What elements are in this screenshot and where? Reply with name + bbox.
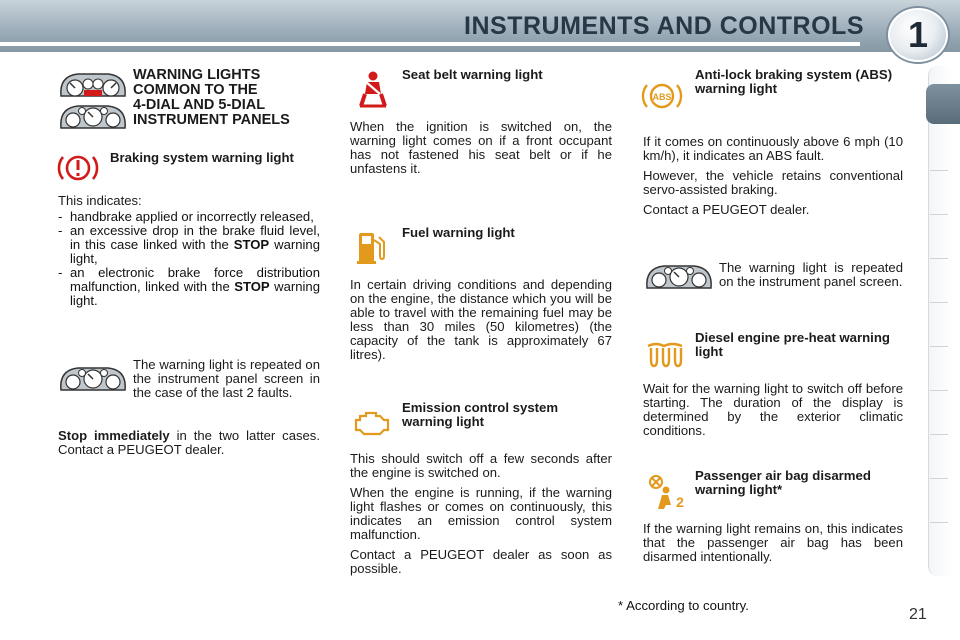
brake-warning-icon xyxy=(56,150,100,186)
braking-list xyxy=(58,210,320,308)
abs-repeated-text: The warning light is repeated on the instrument panel screen. xyxy=(719,260,903,289)
diesel-heading: Diesel engine pre-heat warning light xyxy=(695,330,890,359)
chapter-tab-active[interactable] xyxy=(926,84,960,124)
chapter-badge: 1 xyxy=(888,8,948,62)
list-item: - handbrake applied or incorrectly released, xyxy=(58,209,314,224)
emission-heading: Emission control system warning light xyxy=(402,400,559,429)
fuel-pump-icon xyxy=(356,228,386,266)
instrument-panel-4dial-icon xyxy=(58,70,128,100)
chapter-tab[interactable] xyxy=(930,390,948,391)
abs-body: If it comes on continuously above 6 mph (10 km/h), it indicates an ABS fault. However, the vehicle retains conventional servo-assisted braking. Contact a PEUGEOT dealer. xyxy=(643,134,903,217)
chapter-tab[interactable] xyxy=(930,170,948,171)
seatbelt-text: When the ignition is switched on, the warning light comes on if a front occupant has not fastened his seat belt or if he unfastens it. xyxy=(350,119,612,176)
chapter-tab[interactable] xyxy=(930,346,948,347)
seatbelt-heading: Seat belt warning light xyxy=(402,67,543,82)
instrument-panel-5dial-icon xyxy=(58,102,128,132)
chapter-tab[interactable] xyxy=(930,302,948,303)
chapter-tabs xyxy=(928,66,952,576)
header-divider xyxy=(0,42,860,46)
stop-immediately-text: Stop immediately in the two latter cases. Contact a PEUGEOT dealer. xyxy=(58,428,320,457)
chapter-tab[interactable] xyxy=(930,478,948,479)
engine-icon xyxy=(352,408,392,438)
seatbelt-icon xyxy=(356,70,390,110)
airbag-text: If the warning light remains on, this indicates that the passenger air bag has been disarmed intentionally. xyxy=(643,521,903,564)
braking-heading: Braking system warning light xyxy=(110,150,294,165)
emission-body: This should switch off a few seconds after the engine is switched on. When the engine is running, if the warning light flashes or comes on continuously, this indicates an emission control system malfunction. Contact a PEUGEOT dealer as soon as possible. xyxy=(350,451,612,576)
chapter-tab[interactable] xyxy=(930,258,948,259)
airbag-heading: Passenger air bag disarmed warning light* xyxy=(695,468,871,497)
fuel-heading: Fuel warning light xyxy=(402,225,515,240)
braking-repeated-text: The warning light is repeated on the instrument panel screen in the case of the last 2 faults. xyxy=(133,357,320,400)
chapter-tab[interactable] xyxy=(930,214,948,215)
abs-heading: Anti-lock braking system (ABS) warning light xyxy=(695,67,893,96)
fuel-text: In certain driving conditions and depending on the engine, the distance which you will be able to travel with the remaining fuel may be less than 30 miles (50 kilometres) (the capacity of the tank is approximately 67 litres). xyxy=(350,277,612,362)
chapter-tab[interactable] xyxy=(930,522,948,523)
instrument-panel-screen-icon xyxy=(644,262,714,292)
diesel-text: Wait for the warning light to switch off before starting. The duration of the display is determined by the exterior climatic conditions. xyxy=(643,381,903,438)
abs-warning-icon xyxy=(640,78,684,114)
instrument-panel-screen-icon xyxy=(58,364,128,394)
braking-intro: This indicates: xyxy=(58,193,142,208)
svg-text:ABS: ABS xyxy=(652,92,672,102)
footnote: * According to country. xyxy=(618,598,749,613)
page-title: INSTRUMENTS AND CONTROLS xyxy=(464,12,864,40)
chapter-tab[interactable] xyxy=(930,434,948,435)
preheat-coil-icon xyxy=(644,340,688,370)
airbag-disarmed-icon xyxy=(644,473,688,511)
list-item: - an excessive drop in the brake fluid level, in this case linked with the STOP warning light, xyxy=(58,223,320,266)
page-number: 21 xyxy=(909,606,927,623)
svg-text:2: 2 xyxy=(676,494,684,510)
list-item: - an electronic brake force distribution malfunction, linked with the STOP warning light. xyxy=(58,265,320,308)
main-heading: WARNING LIGHTS COMMON TO THE 4-DIAL AND 5-DIAL INSTRUMENT PANELS xyxy=(133,67,290,128)
